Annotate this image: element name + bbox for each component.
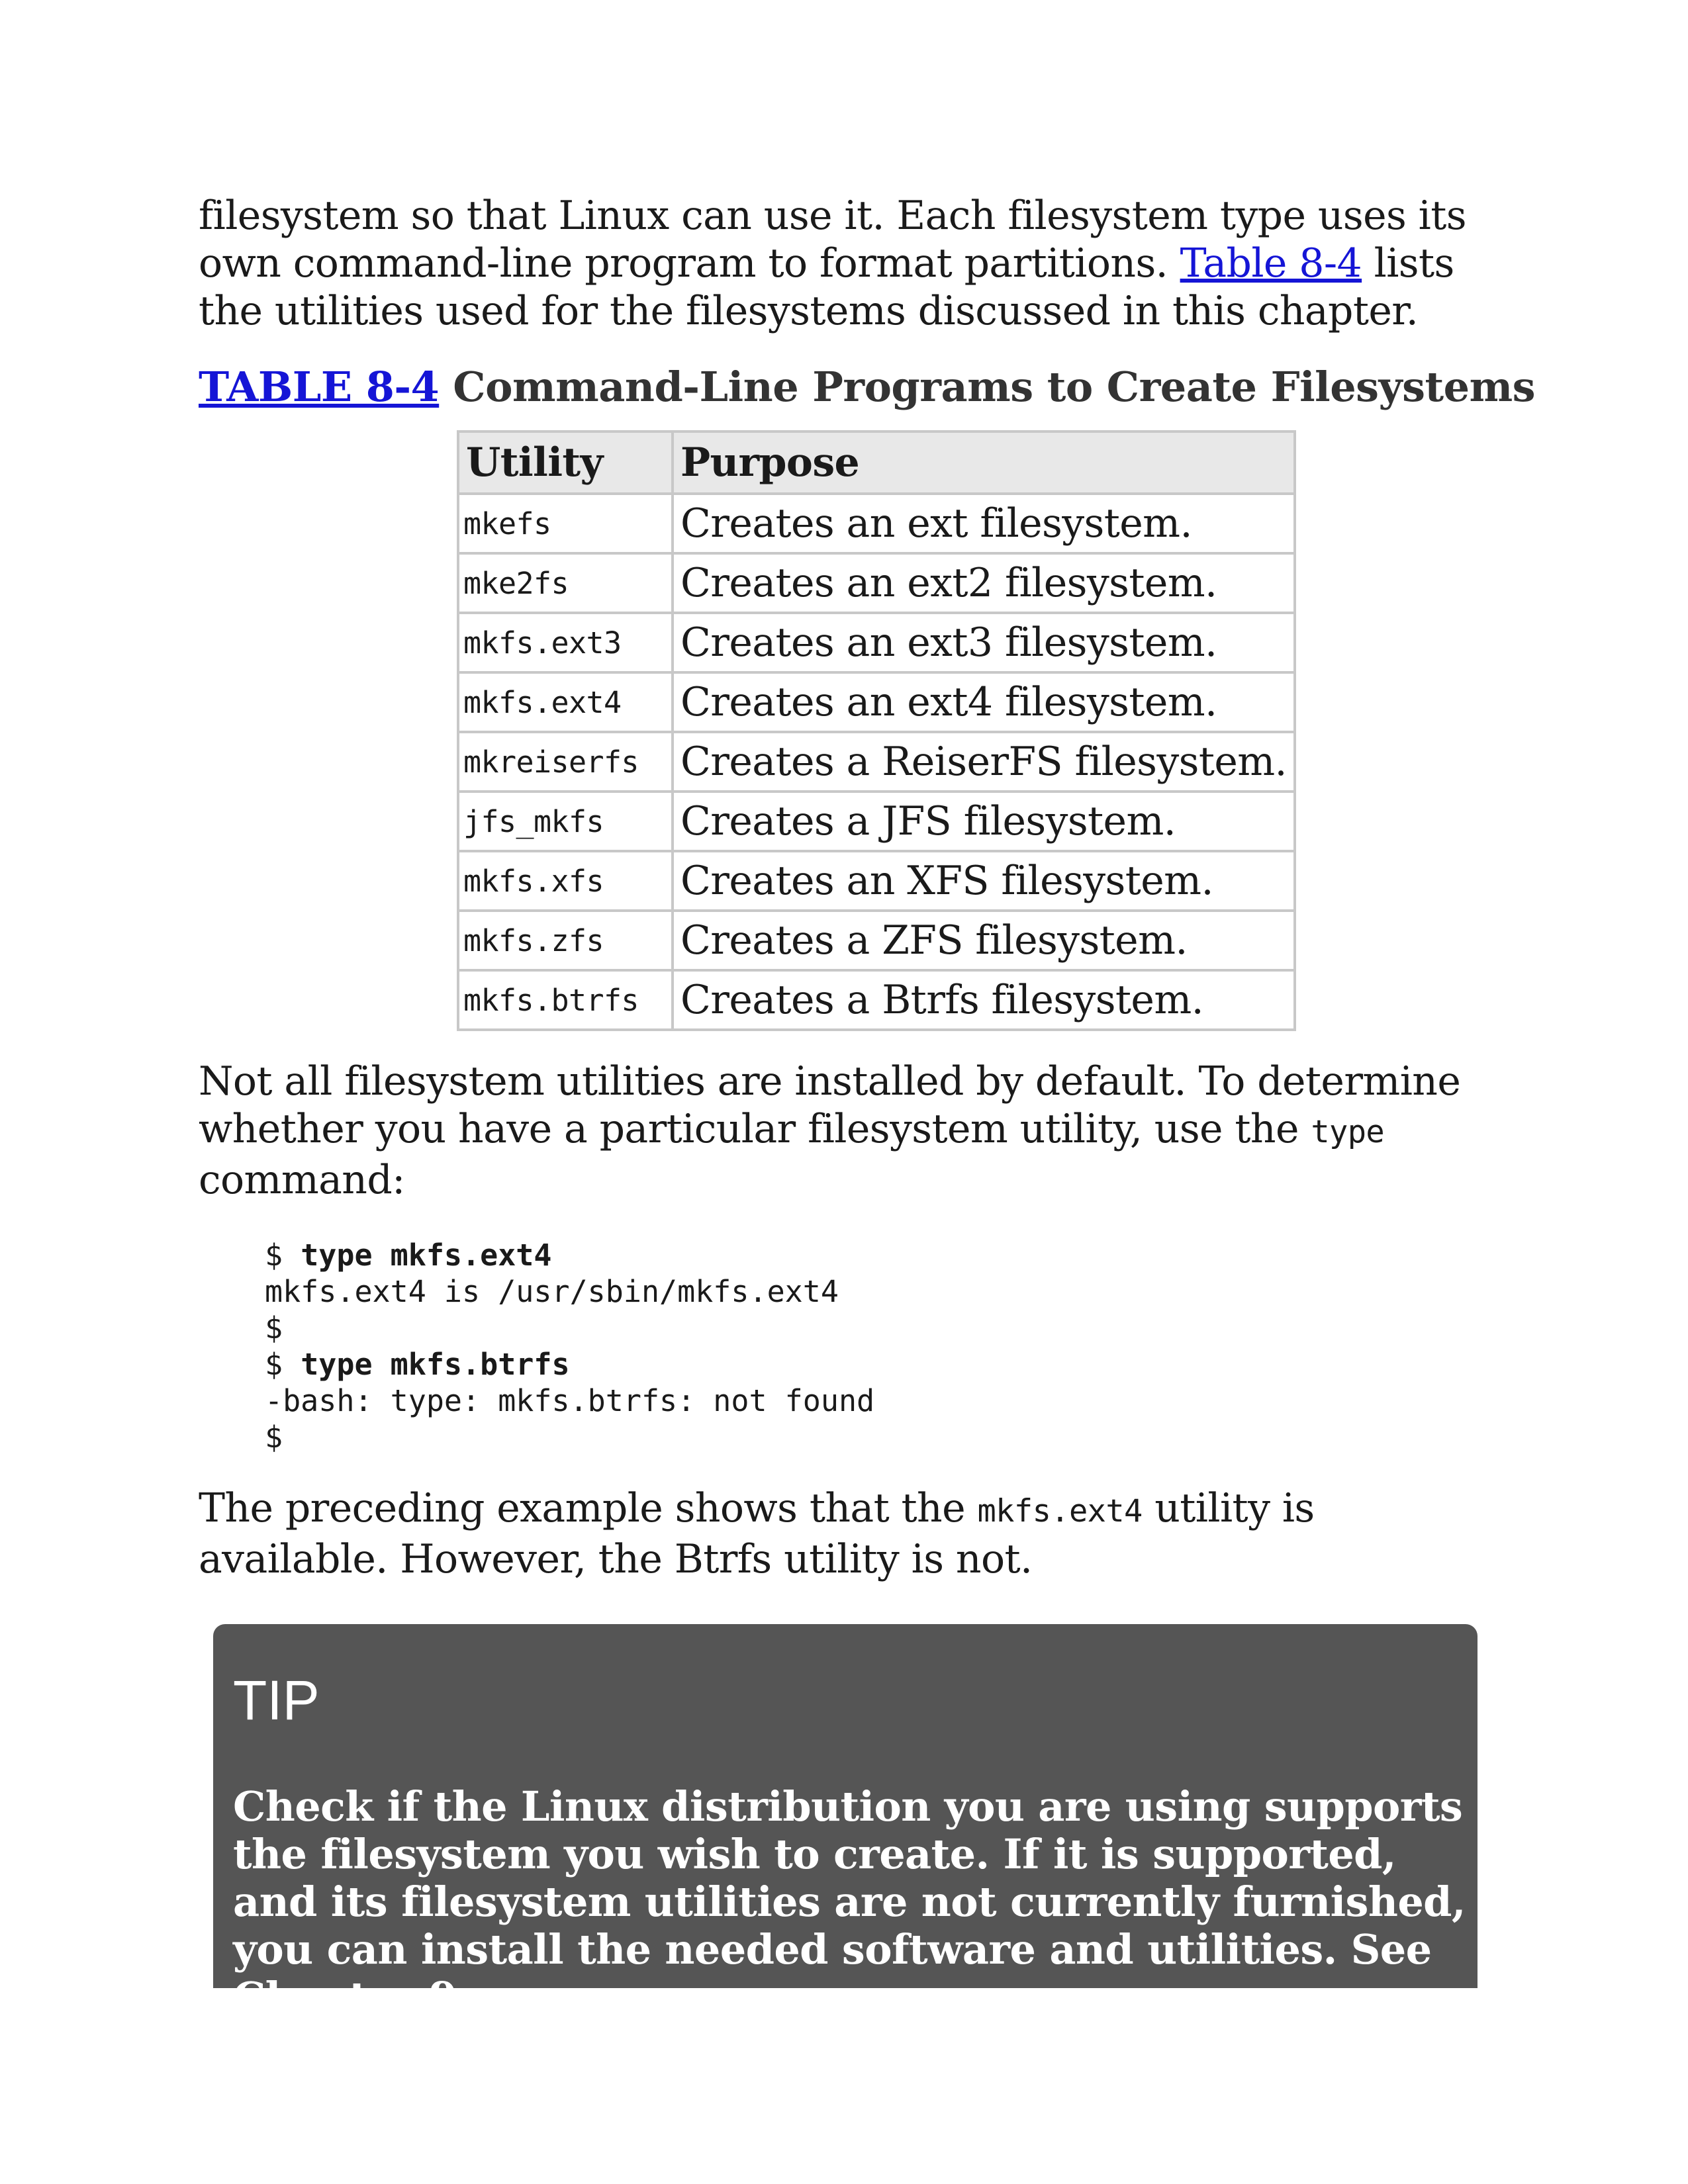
purpose-cell: Creates an ext2 filesystem. bbox=[673, 553, 1295, 613]
utility-cell: mkfs.ext4 bbox=[458, 672, 673, 732]
page-content bbox=[199, 192, 1536, 1583]
tip-title: TIP bbox=[233, 1669, 320, 1731]
code-prompt: $ bbox=[265, 1420, 283, 1455]
para2-text-end: command: bbox=[199, 1157, 405, 1203]
type-command-paragraph bbox=[199, 1058, 1503, 1204]
result-paragraph bbox=[199, 1484, 1503, 1583]
intro-text-end: lists the utilities used for the filesystems discussed in this chapter. bbox=[199, 240, 1454, 334]
table-row bbox=[458, 672, 1295, 732]
code-command: type mkfs.ext4 bbox=[301, 1238, 552, 1273]
header-purpose: Purpose bbox=[673, 432, 1295, 494]
inline-code-type: type bbox=[1311, 1114, 1385, 1150]
code-output: mkfs.ext4 is /usr/sbin/mkfs.ext4 bbox=[265, 1274, 839, 1309]
table-title: Command-Line Programs to Create Filesystems bbox=[439, 363, 1536, 411]
purpose-cell: Creates a ReiserFS filesystem. bbox=[673, 732, 1295, 792]
tip-text bbox=[233, 1783, 1477, 2021]
table-row bbox=[458, 553, 1295, 613]
intro-text: filesystem so that Linux can use it. Each filesystem type uses its own command-line program to format partitions. bbox=[199, 193, 1466, 287]
table-header-row bbox=[458, 432, 1295, 494]
para3-text-end: utility is available. However, the Btrfs utility is not. bbox=[199, 1485, 1315, 1582]
inline-code-mkfs-ext4: mkfs.ext4 bbox=[977, 1493, 1143, 1529]
table-8-4-link[interactable]: Table 8-4 bbox=[1180, 240, 1362, 287]
tip-body: Check if the Linux distribution you are using supports the filesystem you wish to create. If it is supported, and its filesystem utilities are not currently furnished, you can install the needed software and utilities. See bbox=[233, 1782, 1466, 1974]
code-prompt: $ bbox=[265, 1238, 301, 1273]
purpose-cell: Creates a JFS filesystem. bbox=[673, 792, 1295, 851]
utility-cell: jfs_mkfs bbox=[458, 792, 673, 851]
intro-paragraph bbox=[199, 192, 1503, 335]
code-prompt: $ bbox=[265, 1310, 283, 1345]
table-row bbox=[458, 970, 1295, 1030]
purpose-cell: Creates a Btrfs filesystem. bbox=[673, 970, 1295, 1030]
table-row bbox=[458, 613, 1295, 672]
filesystem-utilities-table bbox=[457, 430, 1296, 1031]
table-caption bbox=[199, 363, 1536, 412]
utility-cell: mkfs.btrfs bbox=[458, 970, 673, 1030]
code-output: -bash: type: mkfs.btrfs: not found bbox=[265, 1383, 875, 1418]
utility-cell: mke2fs bbox=[458, 553, 673, 613]
utility-cell: mkreiserfs bbox=[458, 732, 673, 792]
purpose-cell: Creates an XFS filesystem. bbox=[673, 851, 1295, 911]
utility-cell: mkefs bbox=[458, 494, 673, 553]
para2-text: Not all filesystem utilities are installed by default. To determine whether you have a particular filesystem utility, use the bbox=[199, 1058, 1461, 1152]
purpose-cell: Creates an ext filesystem. bbox=[673, 494, 1295, 553]
chapter-9-link[interactable]: Chapter 9 bbox=[233, 1973, 457, 2021]
tip-box bbox=[213, 1624, 1477, 2021]
code-block bbox=[265, 1237, 1503, 1455]
code-command: type mkfs.btrfs bbox=[301, 1347, 570, 1382]
table-row bbox=[458, 792, 1295, 851]
header-utility: Utility bbox=[458, 432, 673, 494]
tip-body-end: , bbox=[457, 1973, 471, 2021]
utility-cell: mkfs.ext3 bbox=[458, 613, 673, 672]
table-row bbox=[458, 494, 1295, 553]
table-label-link[interactable]: TABLE 8-4 bbox=[199, 363, 440, 411]
table-row bbox=[458, 911, 1295, 970]
para3-text: The preceding example shows that the bbox=[199, 1485, 978, 1531]
purpose-cell: Creates an ext4 filesystem. bbox=[673, 672, 1295, 732]
purpose-cell: Creates a ZFS filesystem. bbox=[673, 911, 1295, 970]
utility-cell: mkfs.zfs bbox=[458, 911, 673, 970]
table-row bbox=[458, 851, 1295, 911]
purpose-cell: Creates an ext3 filesystem. bbox=[673, 613, 1295, 672]
utility-cell: mkfs.xfs bbox=[458, 851, 673, 911]
table-row bbox=[458, 732, 1295, 792]
code-prompt: $ bbox=[265, 1347, 301, 1382]
